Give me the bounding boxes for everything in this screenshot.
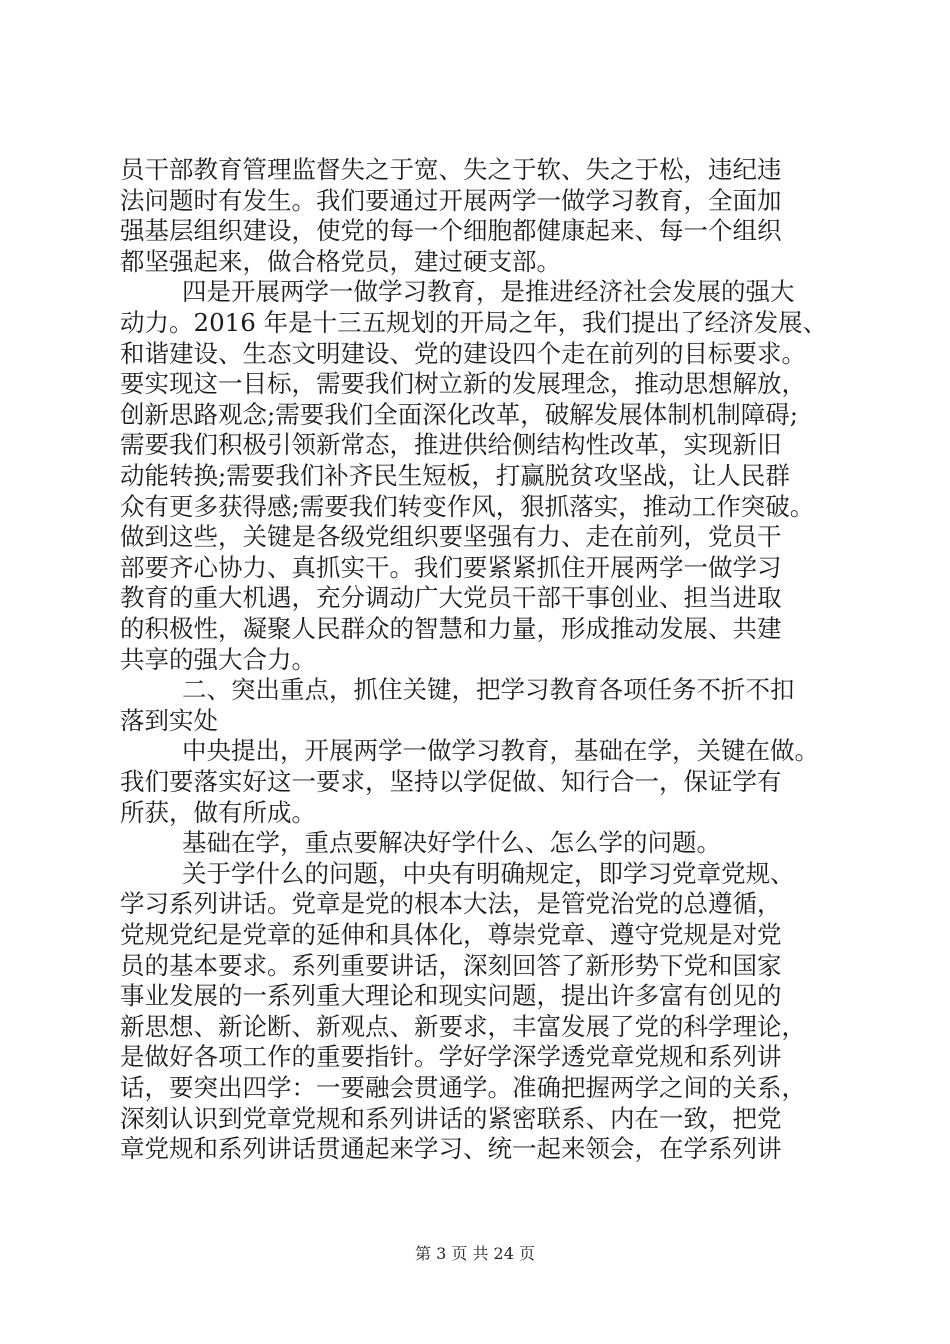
text-line: 创新思路观念;需要我们全面深化改革，破解发展体制机制障碍;	[120, 399, 799, 429]
text-line: 教育的重大机遇，充分调动广大党员干部干事创业、担当进取	[120, 583, 782, 613]
section-heading: 落到实处	[120, 705, 218, 735]
text-line: 四是开展两学一做学习教育，是推进经济社会发展的强大	[182, 277, 795, 307]
text-line: 部要齐心协力、真抓实干。我们要紧紧抓住开展两学一做学习	[120, 552, 782, 582]
text-line: 学习系列讲话。党章是党的根本大法，是管党治党的总遵循，	[120, 889, 782, 919]
text-line: 中央提出，开展两学一做学习教育，基础在学，关键在做。	[182, 736, 819, 766]
text-line: 所获，做有所成。	[120, 797, 316, 827]
text-line: 关于学什么的问题，中央有明确规定，即学习党章党规、	[182, 858, 795, 888]
text-line: 法问题时有发生。我们要通过开展两学一做学习教育，全面加	[120, 185, 782, 215]
text-line: 动力。2016 年是十三五规划的开局之年，我们提出了经济发展、	[120, 308, 828, 337]
text-line: 基础在学，重点要解决好学什么、怎么学的问题。	[182, 828, 721, 858]
text-line: 都坚强起来，做合格党员，建过硬支部。	[120, 246, 561, 276]
text-line: 的积极性，凝聚人民群众的智慧和力量，形成推动发展、共建	[120, 614, 782, 643]
text-line: 新思想、新论断、新观点、新要求，丰富发展了党的科学理论，	[120, 1011, 806, 1041]
text-line: 需要我们积极引领新常态，推进供给侧结构性改革，实现新旧	[120, 430, 782, 460]
text-line: 我们要落实好这一要求，坚持以学促做、知行合一，保证学有	[120, 767, 782, 796]
text-line: 话，要突出四学：一要融会贯通学。准确把握两学之间的关系，	[120, 1073, 806, 1102]
text-line: 做到这些，关键是各级党组织要坚强有力、走在前列，党员干	[120, 522, 782, 552]
text-line: 员干部教育管理监督失之于宽、失之于软、失之于松，违纪违	[120, 155, 782, 184]
text-line: 强基层组织建设，使党的每一个细胞都健康起来、每一个组织	[120, 216, 782, 246]
text-line: 共享的强大合力。	[120, 644, 316, 674]
text-line: 员的基本要求。系列重要讲话，深刻回答了新形势下党和国家	[120, 950, 782, 980]
text-line: 章党规和系列讲话贯通起来学习、统一起来领会，在学系列讲	[120, 1134, 782, 1164]
text-line: 党规党纪是党章的延伸和具体化，尊崇党章、遵守党规是对党	[120, 920, 782, 949]
text-line: 事业发展的一系列重大理论和现实问题，提出许多富有创见的	[120, 981, 782, 1011]
text-line: 和谐建设、生态文明建设、党的建设四个走在前列的目标要求。	[120, 338, 806, 368]
text-line: 众有更多获得感;需要我们转变作风，狠抓落实，推动工作突破。	[120, 491, 815, 521]
text-line: 深刻认识到党章党规和系列讲话的紧密联系、内在一致，把党	[120, 1103, 782, 1133]
text-line: 要实现这一目标，需要我们树立新的发展理念，推动思想解放，	[120, 369, 806, 399]
page-number-footer: 第 3 页 共 24 页	[415, 1244, 535, 1263]
text-line: 是做好各项工作的重要指针。学好学深学透党章党规和系列讲	[120, 1042, 782, 1072]
section-heading: 二、突出重点，抓住关键，把学习教育各项任务不折不扣	[182, 675, 795, 705]
text-line: 动能转换;需要我们补齐民生短板，打赢脱贫攻坚战，让人民群	[120, 461, 790, 490]
